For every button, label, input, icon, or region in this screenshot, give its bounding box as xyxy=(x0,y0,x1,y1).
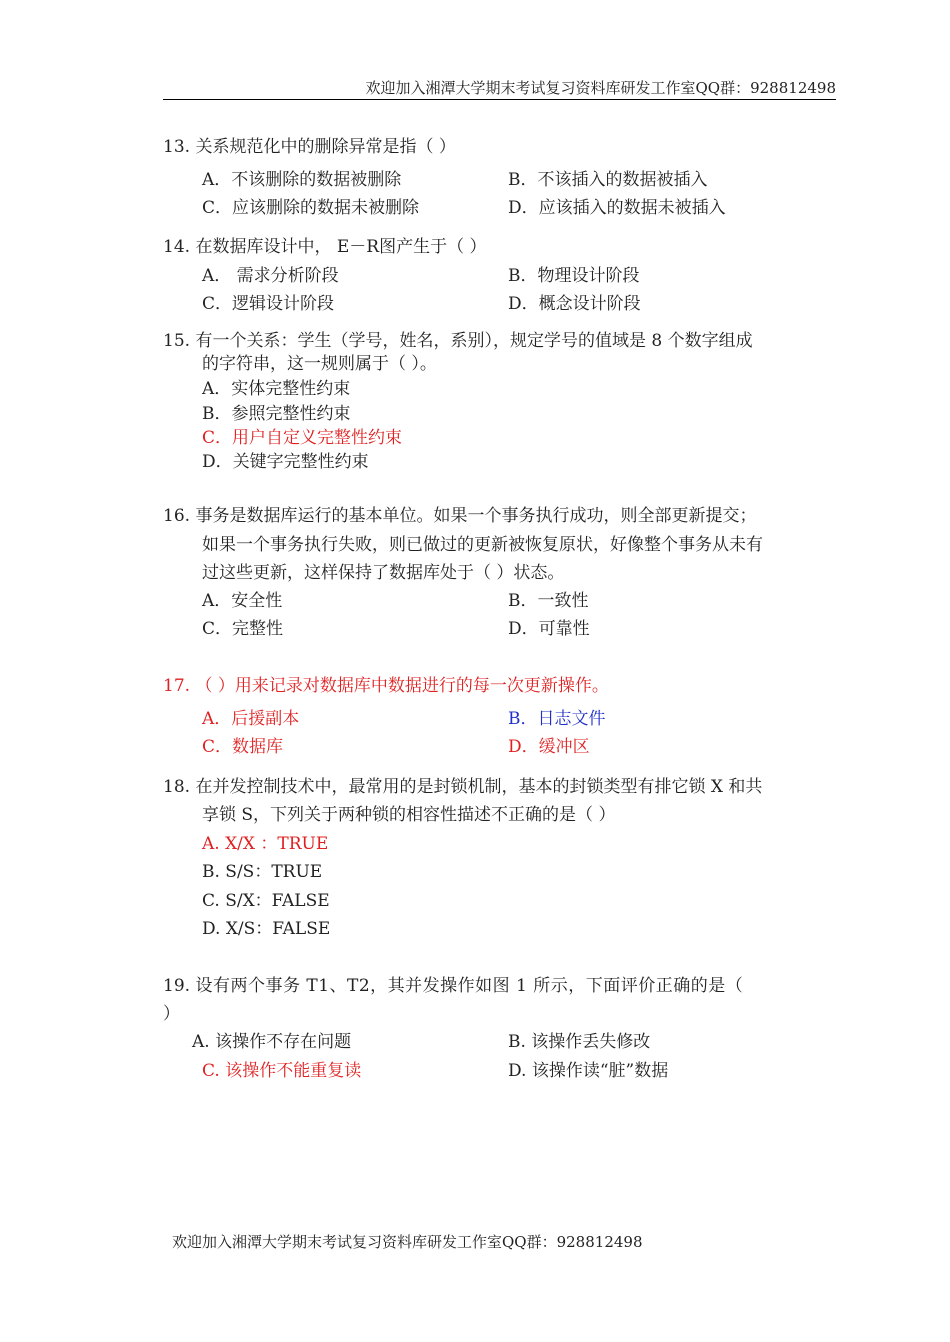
question-16-stem-line1 xyxy=(163,505,756,527)
q19-option-b: B. 该操作丢失修改 xyxy=(508,1032,651,1052)
question-number: 15. xyxy=(163,331,191,351)
question-17-stem xyxy=(163,675,609,697)
question-text: 有一个关系：学生（学号，姓名，系别），规定学号的值域是 8 个数字组成 xyxy=(195,331,753,351)
question-15-stem-line1 xyxy=(163,330,753,352)
q13-option-a: A．不该删除的数据被删除 xyxy=(202,170,402,190)
q15-option-a: A．实体完整性约束 xyxy=(202,379,351,399)
question-number: 19. xyxy=(163,976,191,996)
question-19-stem-line2: ） xyxy=(163,1004,180,1024)
q16-option-c: C．完整性 xyxy=(202,619,284,639)
q18-option-c: C. S/X：FALSE xyxy=(202,891,330,911)
header-divider xyxy=(163,99,836,100)
question-text: 在并发控制技术中，最常用的是封锁机制，基本的封锁类型有排它锁 X 和共 xyxy=(195,777,763,797)
q18-option-a-answer: A. X/X ：TRUE xyxy=(202,834,329,854)
question-text: 事务是数据库运行的基本单位。如果一个事务执行成功，则全部更新提交； xyxy=(195,506,757,526)
q17-option-c: C．数据库 xyxy=(202,737,284,757)
question-text: （ ）用来记录对数据库中数据进行的每一次更新操作。 xyxy=(195,676,609,696)
q14-option-a: A． 需求分析阶段 xyxy=(202,266,339,286)
q14-option-b: B．物理设计阶段 xyxy=(508,266,640,286)
question-13-stem xyxy=(163,136,456,158)
q17-option-a: A．后援副本 xyxy=(202,709,300,729)
question-14-stem xyxy=(163,236,486,258)
q14-option-d: D．概念设计阶段 xyxy=(508,294,641,314)
q19-option-c-answer: C. 该操作不能重复读 xyxy=(202,1061,362,1081)
q17-option-d: D．缓冲区 xyxy=(508,737,590,757)
q19-option-a: A. 该操作不存在问题 xyxy=(192,1032,352,1052)
question-18-stem-line1 xyxy=(163,776,762,798)
q15-option-d: D．关键字完整性约束 xyxy=(202,452,369,472)
question-number: 16. xyxy=(163,506,191,526)
question-15-stem-line2: 的字符串，这一规则属于（ ）。 xyxy=(202,354,437,374)
question-number: 13. xyxy=(163,137,191,157)
question-text: 关系规范化中的删除异常是指（ ） xyxy=(195,137,456,157)
question-number: 14. xyxy=(163,237,191,257)
question-16-stem-line2: 如果一个事务执行失败，则已做过的更新被恢复原状，好像整个事务从未有 xyxy=(202,535,763,555)
question-18-stem-line2: 享锁 S，下列关于两种锁的相容性描述不正确的是（ ） xyxy=(202,805,616,825)
question-number: 18. xyxy=(163,777,191,797)
question-text: 在数据库设计中， E－R图产生于（ ） xyxy=(195,237,487,257)
question-number: 17. xyxy=(163,676,191,696)
question-16-stem-line3: 过这些更新，这样保持了数据库处于（ ）状态。 xyxy=(202,563,565,583)
q16-option-b: B．一致性 xyxy=(508,591,589,611)
q16-option-a: A．安全性 xyxy=(202,591,283,611)
page-header: 欢迎加入湘潭大学期末考试复习资料库研发工作室QQ群：928812498 xyxy=(365,79,836,97)
question-text: 设有两个事务 T1、T2，其并发操作如图 1 所示，下面评价正确的是（ xyxy=(195,976,744,996)
q13-option-b: B．不该插入的数据被插入 xyxy=(508,170,708,190)
question-19-stem-line1 xyxy=(163,975,743,997)
q15-option-b: B．参照完整性约束 xyxy=(202,404,351,424)
q18-option-d: D. X/S：FALSE xyxy=(202,919,331,939)
q19-option-d: D. 该操作读“脏”数据 xyxy=(508,1061,669,1081)
q13-option-c: C．应该删除的数据未被删除 xyxy=(202,198,420,218)
q18-option-b: B. S/S：TRUE xyxy=(202,862,323,882)
q14-option-c: C．逻辑设计阶段 xyxy=(202,294,335,314)
page-footer: 欢迎加入湘潭大学期末考试复习资料库研发工作室QQ群：928812498 xyxy=(172,1233,643,1251)
q16-option-d: D．可靠性 xyxy=(508,619,590,639)
q15-option-c-answer: C．用户自定义完整性约束 xyxy=(202,428,403,448)
q17-option-b: B．日志文件 xyxy=(508,709,606,729)
q13-option-d: D．应该插入的数据未被插入 xyxy=(508,198,726,218)
